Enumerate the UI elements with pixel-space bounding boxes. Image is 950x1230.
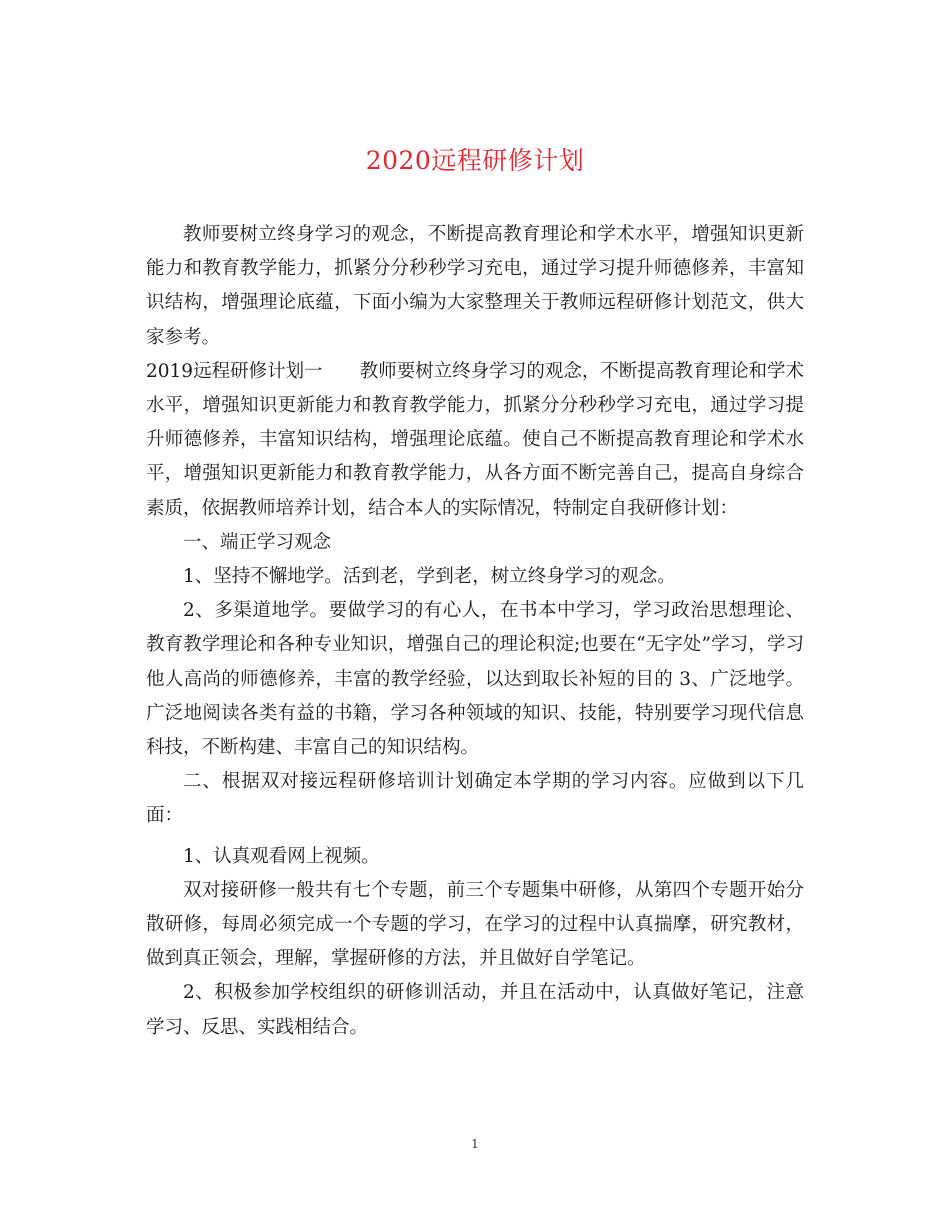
paragraph-item-1-1: 1、坚持不懈地学。活到老，学到老，树立终身学习的观念。 (183, 566, 676, 588)
section-heading-1: 一、端正学习观念 (183, 531, 332, 553)
section-heading-2: 二、根据双对接远程研修培训计划确定本学期的学习内容。应做到以下几面： (146, 771, 804, 827)
paragraph-item-1-2: 2、多渠道地学。要做学习的有心人，在书本中学习，学习政治思想理论、教育教学理论和各种专业知识，增强自己的理论积淀;也要在“无字处”学习，学习他人高尚的师德修养，丰富的教学经验，以达到取长补短的目的 3、广泛地学。广泛地阅读各类有益的书籍，学习各种领域的知识、技能，特别要学习现代信息科技，不断构建、丰富自己的知识结构。 (146, 600, 804, 759)
document-title: 2020远程研修计划 (365, 146, 585, 175)
paragraph-intro: 教师要树立终身学习的观念，不断提高教育理论和学术水平，增强知识更新能力和教育教学能力，抓紧分分秒秒学习充电，通过学习提升师德修养，丰富知识结构，增强理论底蕴，下面小编为大家整理关于教师远程研修计划范文，供大家参考。 (146, 224, 804, 348)
document-body (146, 218, 804, 1045)
page-number: 1 (471, 1137, 479, 1151)
paragraph-item-2-2: 2、积极参加学校组织的研修训活动，并且在活动中，认真做好笔记，注意学习、反思、实践相结合。 (146, 982, 804, 1038)
paragraph-item-2-1-detail: 双对接研修一般共有七个专题，前三个专题集中研修，从第四个专题开始分散研修，每周必须完成一个专题的学习，在学习的过程中认真揣摩，研究教材，做到真正领会，理解，掌握研修的方法，并且做好自学笔记。 (146, 879, 804, 970)
paragraph-plan-one: 2019远程研修计划一 教师要树立终身学习的观念，不断提高教育理论和学术水平，增强知识更新能力和教育教学能力，抓紧分分秒秒学习充电，通过学习提升师德修养，丰富知识结构，增强理论底蕴。使自己不断提高教育理论和学术水平，增强知识更新能力和教育教学能力，从各方面不断完善自己，提高自身综合素质，依据教师培养计划，结合本人的实际情况，特制定自我研修计划： (146, 360, 804, 519)
paragraph-item-2-1: 1、认真观看网上视频。 (183, 845, 380, 867)
